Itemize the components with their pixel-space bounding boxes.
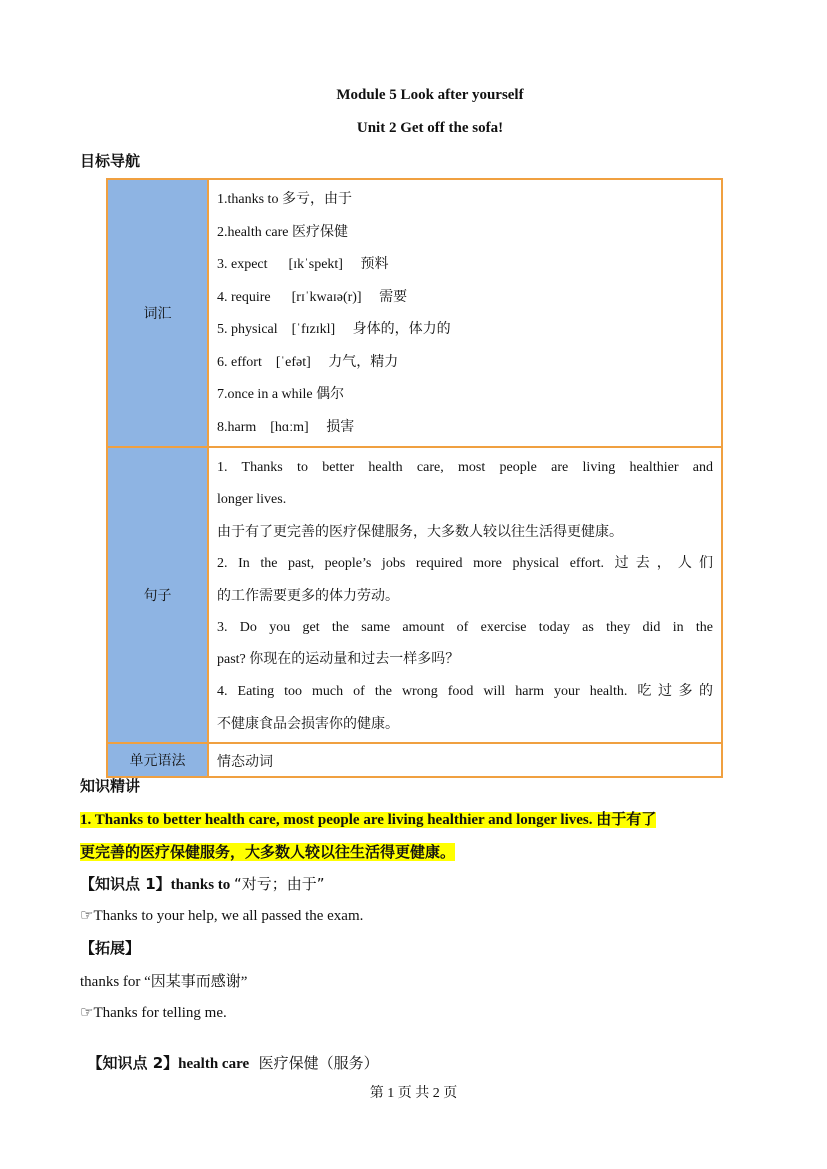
example-1: ☞Thanks to your help, we all passed the exam. xyxy=(80,908,364,924)
vocab-cell xyxy=(208,179,722,447)
vocab-item: 3. expect [ɪkˈspekt] 预料 xyxy=(217,257,389,272)
highlight-sentence-line1 xyxy=(80,808,656,829)
vocab-item: 8.harm [hɑːm] 损害 xyxy=(217,419,355,435)
kp2-tag: 【知识点 2】 xyxy=(87,1054,179,1072)
knowledge-point-1 xyxy=(80,873,325,894)
vocab-item: 4. require [rɪˈkwaɪə(r)] 需要 xyxy=(217,289,408,305)
grammar-value: 情态动词 xyxy=(208,743,722,777)
sentence-label: 句子 xyxy=(107,447,208,743)
sentence-row xyxy=(107,447,722,743)
highlight-text: 更完善的医疗保健服务，大多数人较以往生活得更健康。 xyxy=(80,843,456,861)
sentence-line: 的工作需要更多的体力劳动。 xyxy=(217,588,399,604)
sentence-line: longer lives. xyxy=(217,492,287,507)
sentence-line: 由于有了更完善的医疗保健服务，大多数人较以往生活得更健康。 xyxy=(217,524,623,540)
vocab-item: 6. effort [ˈefət] 力气，精力 xyxy=(217,354,399,370)
objectives-table xyxy=(106,178,723,778)
sentence-line: 不健康食品会损害你的健康。 xyxy=(217,716,399,732)
module-title: Module 5 Look after yourself xyxy=(336,87,524,103)
sentence-line: 4. Eating too much of the wrong food will harm your health. 吃过多的 xyxy=(217,684,713,699)
expand-label: 【拓展】 xyxy=(80,939,141,957)
highlight-text: 1. Thanks to better health care, most people are living healthier and longer lives. 由于有了 xyxy=(80,812,657,828)
kp2-term: health care xyxy=(178,1056,250,1072)
example-2: ☞Thanks for telling me. xyxy=(80,1005,227,1021)
grammar-label: 单元语法 xyxy=(107,743,208,777)
section-heading-knowledge: 知识精讲 xyxy=(80,777,141,795)
thanks-for-line: thanks for “因某事而感谢” xyxy=(80,974,248,990)
page-footer: 第 1 页 共 2 页 xyxy=(369,1086,458,1101)
vocab-item: 5. physical [ˈfɪzɪkl] 身体的，体力的 xyxy=(217,322,451,337)
sentence-line: past? 你现在的运动量和过去一样多吗？ xyxy=(217,652,460,667)
kp2-meaning: 医疗保健（服务） xyxy=(249,1054,379,1072)
sentence-line: 3. Do you get the same amount of exercise today as they did in the xyxy=(217,620,713,635)
knowledge-point-2 xyxy=(80,1035,379,1073)
vocab-label: 词汇 xyxy=(107,179,208,447)
sentence-line: 1. Thanks to better health care, most people are living healthier and xyxy=(217,460,713,475)
vocab-row xyxy=(107,179,722,447)
highlight-sentence-line2 xyxy=(80,841,455,862)
grammar-row xyxy=(107,743,722,777)
kp1-tag: 【知识点 1】 xyxy=(80,875,171,893)
vocab-item: 7.once in a while 偶尔 xyxy=(217,387,345,402)
sentence-cell xyxy=(208,447,722,743)
section-heading-objectives: 目标导航 xyxy=(80,152,141,170)
kp1-term: thanks to xyxy=(170,877,231,893)
vocab-item: 2.health care 医疗保健 xyxy=(217,224,349,240)
sentence-line: 2. In the past, people’s jobs required more physical effort. 过去，人们 xyxy=(217,556,713,571)
vocab-item: 1.thanks to 多亏，由于 xyxy=(217,192,352,207)
kp1-meaning: “对亏；由于” xyxy=(234,875,325,893)
unit-title: Unit 2 Get off the sofa! xyxy=(356,120,504,136)
expand-tag xyxy=(80,937,140,958)
